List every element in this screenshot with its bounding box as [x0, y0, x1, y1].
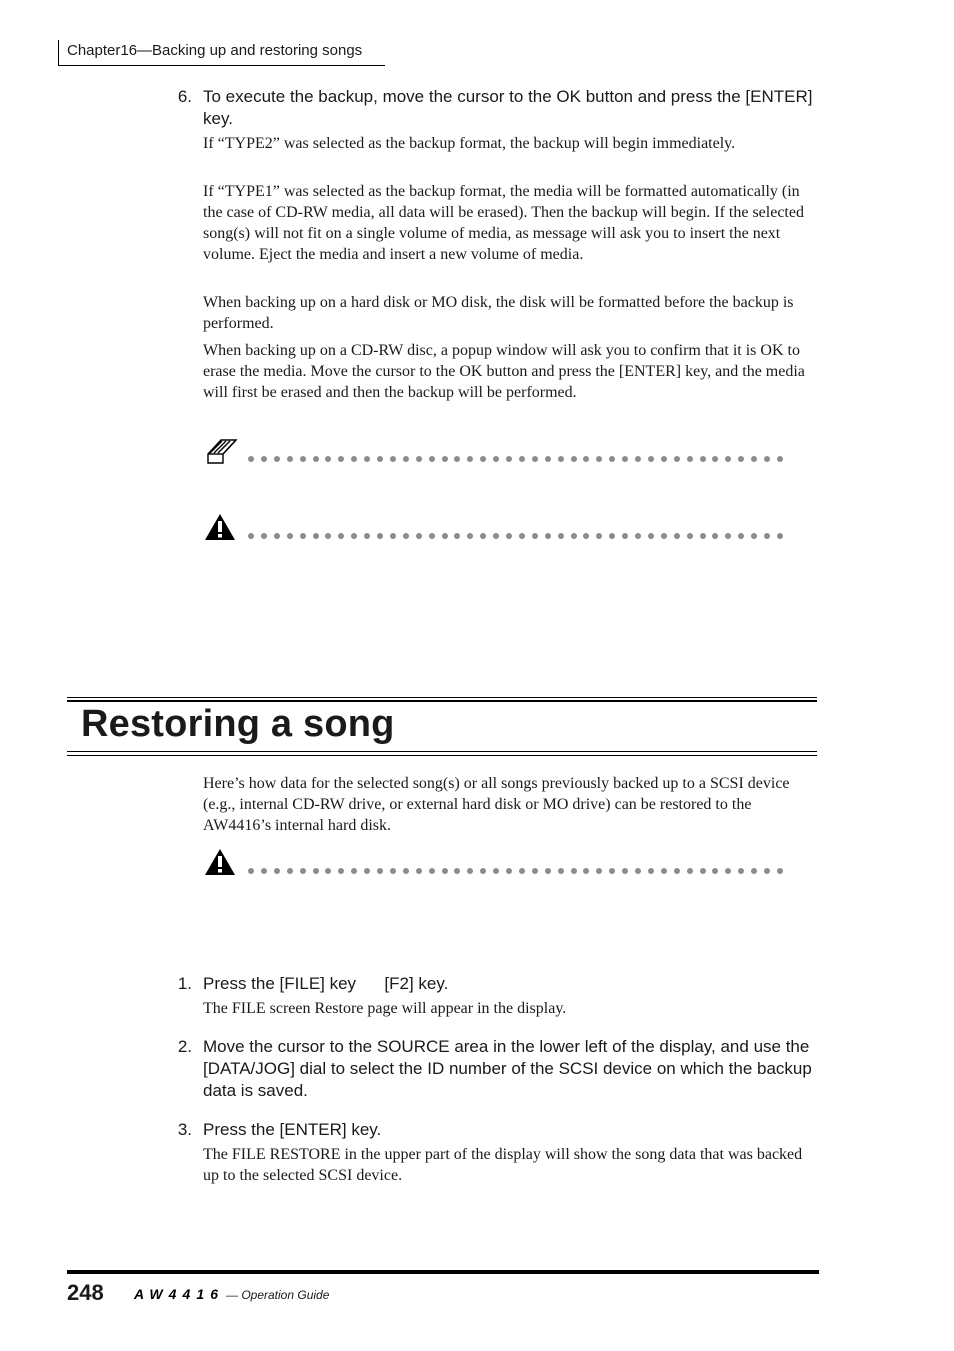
divider-dot	[480, 456, 486, 462]
divider-dot	[248, 868, 254, 874]
section-rule-top	[67, 697, 817, 698]
note-icon	[206, 437, 238, 465]
step-title: To execute the backup, move the cursor to the OK button and press the [ENTER] key.	[203, 87, 813, 128]
divider-dot	[648, 868, 654, 874]
divider-dot	[506, 456, 512, 462]
divider-dot	[403, 868, 409, 874]
divider-dot	[377, 456, 383, 462]
divider-dot	[700, 456, 706, 462]
divider-dot	[454, 533, 460, 539]
divider-dot	[274, 868, 280, 874]
divider-dot	[274, 533, 280, 539]
step-body: The FILE screen Restore page will appear in the display.	[203, 1000, 567, 1017]
divider-dot	[416, 456, 422, 462]
divider-dot	[583, 533, 589, 539]
divider-dot	[725, 456, 731, 462]
divider-dot	[764, 456, 770, 462]
divider-dot	[454, 456, 460, 462]
divider-dot	[738, 868, 744, 874]
divider-dot	[635, 868, 641, 874]
divider-dot	[338, 456, 344, 462]
divider-dot	[712, 533, 718, 539]
divider-dot	[738, 533, 744, 539]
divider-dot	[313, 868, 319, 874]
divider-dot	[674, 456, 680, 462]
divider-dot	[635, 533, 641, 539]
divider-dot	[261, 533, 267, 539]
divider-dot	[442, 868, 448, 874]
divider-dot	[545, 868, 551, 874]
divider-dot	[558, 456, 564, 462]
warning-icon	[204, 848, 236, 876]
divider-dot	[558, 868, 564, 874]
divider-dot	[751, 868, 757, 874]
divider-dot	[364, 533, 370, 539]
divider-dot	[519, 868, 525, 874]
section-title: Restoring a song	[81, 703, 395, 745]
divider-dot	[661, 533, 667, 539]
dotted-divider	[248, 456, 788, 466]
page-number: 248	[67, 1280, 104, 1305]
footer-rule	[67, 1270, 819, 1274]
divider-dot	[261, 868, 267, 874]
divider-dot	[777, 456, 783, 462]
step-number: 6.	[177, 87, 192, 106]
divider-dot	[532, 868, 538, 874]
body-paragraph: If “TYPE2” was selected as the backup format, the backup will begin immediately.	[203, 135, 736, 152]
divider-dot	[390, 533, 396, 539]
divider-dot	[454, 868, 460, 874]
step-6	[170, 86, 820, 132]
divider-dot	[403, 456, 409, 462]
divider-dot	[751, 533, 757, 539]
divider-dot	[609, 868, 615, 874]
step-number: 1.	[177, 974, 192, 993]
divider-dot	[338, 533, 344, 539]
divider-dot	[364, 868, 370, 874]
divider-dot	[687, 868, 693, 874]
step-3	[170, 1119, 820, 1143]
divider-dot	[738, 456, 744, 462]
divider-dot	[261, 456, 267, 462]
divider-dot	[467, 456, 473, 462]
divider-dot	[480, 868, 486, 874]
divider-dot	[777, 868, 783, 874]
divider-dot	[248, 533, 254, 539]
divider-dot	[519, 533, 525, 539]
divider-dot	[351, 456, 357, 462]
divider-dot	[635, 456, 641, 462]
divider-dot	[532, 533, 538, 539]
step-number: 3.	[177, 1120, 192, 1139]
step-title: Press the [ENTER] key.	[203, 1120, 382, 1139]
step-title: Move the cursor to the SOURCE area in the lower left of the display, and use the [DATA/JOG] dial to select the ID number of the SCSI device on which the backup data is saved.	[203, 1037, 812, 1100]
divider-dot	[519, 456, 525, 462]
dotted-divider	[248, 868, 788, 878]
divider-dot	[725, 868, 731, 874]
divider-dot	[648, 533, 654, 539]
divider-dot	[325, 533, 331, 539]
divider-dot	[248, 456, 254, 462]
step-number: 2.	[177, 1037, 192, 1056]
divider-dot	[661, 456, 667, 462]
divider-dot	[325, 456, 331, 462]
divider-dot	[622, 456, 628, 462]
section-rule-bottom	[67, 751, 817, 752]
section-rule-bottom-thin	[67, 755, 817, 756]
divider-dot	[596, 456, 602, 462]
divider-dot	[751, 456, 757, 462]
divider-dot	[493, 456, 499, 462]
body-paragraph: If “TYPE1” was selected as the backup format, the media will be formatted automatically (in the case of CD-RW media, all data will be erased). Then the backup will begin. If the selected song(s) will not fit on a single volume of media, as message will ask you to insert the next volume. Eject the media and insert a new volume of media.	[203, 183, 804, 263]
divider-dot	[674, 868, 680, 874]
divider-dot	[725, 533, 731, 539]
divider-dot	[429, 868, 435, 874]
divider-dot	[480, 533, 486, 539]
divider-dot	[506, 868, 512, 874]
divider-dot	[609, 456, 615, 462]
body-paragraph: When backing up on a hard disk or MO disk, the disk will be formatted before the backup is performed.	[203, 294, 794, 332]
divider-dot	[390, 456, 396, 462]
divider-dot	[429, 533, 435, 539]
divider-dot	[467, 533, 473, 539]
divider-dot	[403, 533, 409, 539]
divider-dot	[700, 533, 706, 539]
divider-dot	[687, 533, 693, 539]
divider-dot	[712, 456, 718, 462]
divider-dot	[377, 868, 383, 874]
divider-dot	[558, 533, 564, 539]
divider-dot	[687, 456, 693, 462]
divider-dot	[274, 456, 280, 462]
divider-dot	[467, 868, 473, 874]
divider-dot	[571, 456, 577, 462]
step-2	[170, 1036, 820, 1104]
divider-dot	[764, 868, 770, 874]
section-intro: Here’s how data for the selected song(s) or all songs previously backed up to a SCSI device (e.g., internal CD-RW drive, or external hard disk or MO drive) can be restored to the AW4416’s internal hard disk.	[203, 775, 790, 834]
divider-dot	[545, 456, 551, 462]
logo-text: AW4416	[134, 1286, 218, 1302]
divider-dot	[493, 868, 499, 874]
dotted-divider	[248, 533, 788, 543]
divider-dot	[583, 868, 589, 874]
divider-dot	[351, 868, 357, 874]
warning-icon	[204, 513, 236, 541]
divider-dot	[364, 456, 370, 462]
divider-dot	[442, 533, 448, 539]
divider-dot	[338, 868, 344, 874]
divider-dot	[351, 533, 357, 539]
divider-dot	[596, 868, 602, 874]
divider-dot	[622, 868, 628, 874]
divider-dot	[313, 533, 319, 539]
divider-dot	[287, 868, 293, 874]
divider-dot	[377, 533, 383, 539]
divider-dot	[287, 456, 293, 462]
divider-dot	[506, 533, 512, 539]
divider-dot	[596, 533, 602, 539]
divider-dot	[416, 533, 422, 539]
divider-dot	[300, 533, 306, 539]
divider-dot	[777, 533, 783, 539]
divider-dot	[493, 533, 499, 539]
divider-dot	[571, 533, 577, 539]
divider-dot	[429, 456, 435, 462]
divider-dot	[571, 868, 577, 874]
divider-dot	[661, 868, 667, 874]
divider-dot	[700, 868, 706, 874]
divider-dot	[442, 456, 448, 462]
divider-dot	[674, 533, 680, 539]
divider-dot	[287, 533, 293, 539]
step-title: Press the [FILE] key [F2] key.	[203, 974, 449, 993]
divider-dot	[390, 868, 396, 874]
chapter-header: Chapter16—Backing up and restoring songs	[67, 42, 363, 59]
divider-dot	[712, 868, 718, 874]
divider-dot	[300, 456, 306, 462]
divider-dot	[313, 456, 319, 462]
divider-dot	[583, 456, 589, 462]
guide-label: — Operation Guide	[226, 1288, 330, 1302]
divider-dot	[622, 533, 628, 539]
divider-dot	[416, 868, 422, 874]
aw4416-logo	[134, 1286, 220, 1302]
divider-dot	[648, 456, 654, 462]
step-body: The FILE RESTORE in the upper part of the display will show the song data that was backed up to the selected SCSI device.	[203, 1146, 803, 1184]
body-paragraph: When backing up on a CD-RW disc, a popup window will ask you to confirm that it is OK to erase the media. Move the cursor to the OK button and press the [ENTER] key, and the media will first be erased and then the backup will be performed.	[203, 342, 805, 401]
divider-dot	[609, 533, 615, 539]
divider-dot	[764, 533, 770, 539]
divider-dot	[532, 456, 538, 462]
divider-dot	[545, 533, 551, 539]
divider-dot	[325, 868, 331, 874]
divider-dot	[300, 868, 306, 874]
step-1	[170, 973, 820, 997]
